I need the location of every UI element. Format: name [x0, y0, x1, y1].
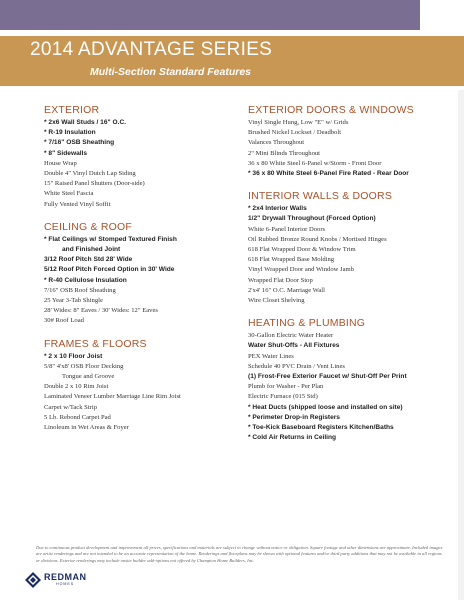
feature-item: 36 x 80 White Steel 6-Panel w/Storm - Front Door: [248, 159, 382, 167]
feature-item: Plumb for Washer - Per Plan: [248, 383, 324, 391]
section-heading: INTERIOR WALLS & DOORS: [248, 190, 393, 203]
feature-item: 5 Lb. Rebond Carpet Pad: [44, 413, 111, 421]
feature-item: 5/12 Roof Pitch Forced Option in 30' Wide: [44, 266, 175, 274]
feature-item: * Flat Ceilings w/ Stomped Textured Finish: [44, 235, 177, 243]
feature-item: House Wrap: [44, 159, 77, 167]
feature-item: Wrapped Flat Door Stop: [248, 276, 313, 284]
disclaimer-text: Due to continuous product development and improvement all prices, specifications and materials are subject to change without notice or obligation. Square footage and other dimensions are approximate. Included images are artist renderings and are not intended to be an accurate representation of the home. Renderings and floorplans may be shown with optional features and/or third party additions that may not be available in all regions or divisions. Exterior renderings may include onsite builder add-options not offered by Champion Home Builders, Inc.: [36, 545, 443, 563]
feature-item: * 7/16" OSB Sheathing: [44, 139, 115, 147]
feature-item: * 2x4 Interior Walls: [248, 205, 307, 213]
feature-item: * Cold Air Returns in Ceiling: [248, 434, 337, 442]
feature-item: Electric Furnace (015 Std): [248, 393, 318, 401]
redman-logo: [24, 570, 87, 590]
page-subtitle: Multi-Section Standard Features: [90, 66, 252, 78]
feature-item: 30# Roof Load: [44, 317, 84, 325]
feature-item: * Heat Ducts (shipped loose and installed on site): [248, 403, 403, 411]
page-title: 2014 ADVANTAGE SERIES: [30, 39, 273, 60]
feature-item: Schedule 40 PVC Drain / Vent Lines: [248, 362, 345, 370]
feature-item: Valances Throughout: [248, 139, 305, 147]
logo-brand: REDMAN: [44, 572, 87, 582]
feature-item: Double 2 x 10 Rim Joist: [44, 383, 109, 391]
feature-item: 7/16" OSB Roof Sheathing: [44, 286, 116, 294]
feature-item: Wire Closet Shelving: [248, 297, 305, 305]
feature-item: * 8" Sidewalls: [44, 149, 88, 157]
feature-item: * Toe-Kick Baseboard Registers Kitchen/Baths: [248, 424, 394, 432]
feature-item: * Perimeter Drop-in Registers: [248, 413, 340, 421]
feature-item: * 2 x 10 Floor Joist: [44, 352, 103, 360]
feature-item: Double 4" Vinyl Dutch Lap Siding: [44, 170, 136, 178]
section-heading: CEILING & ROOF: [44, 220, 132, 233]
logo-sub: HOMES: [56, 582, 75, 586]
feature-item: 15" Raised Panel Shutters (Door-side): [44, 180, 145, 188]
section-heading: EXTERIOR DOORS & WINDOWS: [248, 104, 414, 116]
feature-item: 618 Flat Wrapped Door & Window Trim: [248, 246, 356, 254]
feature-item: Laminated Veneer Lumber Marriage Line Rim Joist: [44, 393, 181, 401]
feature-item: 1/2" Drywall Throughout (Forced Option): [248, 215, 376, 223]
section-heading: HEATING & PLUMBING: [248, 317, 366, 330]
feature-item: (1) Frost-Free Exterior Faucet w/ Shut-Off Per Print: [248, 373, 407, 381]
feature-item: 5/8" 4'x8' OSB Floor Decking: [44, 362, 124, 370]
feature-item: Carpet w/Tack Strip: [44, 403, 98, 411]
feature-item: * 2x6 Wall Studs / 16" O.C.: [44, 119, 127, 126]
left-column: [44, 104, 244, 444]
logo-emblem-icon: [24, 571, 42, 589]
feature-item: 618 Flat Wrapped Base Molding: [248, 256, 335, 264]
feature-item: Tongue and Groove: [62, 373, 115, 381]
feature-item: Oil Rubbed Bronze Round Knobs / Mortised Hinges: [248, 235, 387, 243]
feature-item: * R-19 Insulation: [44, 129, 96, 137]
feature-item: 25 Year 3-Tab Shingle: [44, 297, 103, 305]
top-strip: [0, 0, 464, 34]
feature-item: Water Shut-Offs - All Fixtures: [248, 342, 340, 350]
feature-item: Brushed Nickel Lockset / Deadbolt: [248, 129, 342, 137]
feature-item: and Finished Joint: [62, 246, 121, 254]
title-banner: [0, 36, 464, 86]
section-frames-floors: [44, 338, 244, 434]
scan-edge: [458, 90, 464, 600]
feature-item: 28' Wides: 8" Eaves / 30' Wides: 12" Eaves: [44, 307, 158, 315]
feature-item: White Steel Fascia: [44, 190, 94, 198]
section-interior-walls-doors: [248, 190, 453, 306]
feature-item: 2" Mini Blinds Throughout: [248, 149, 320, 157]
right-column: [248, 104, 453, 454]
feature-item: * 36 x 80 White Steel 6-Panel Fire Rated - Rear Door: [248, 170, 409, 178]
section-ceiling-roof: [44, 221, 244, 327]
section-exterior: [44, 104, 244, 210]
feature-item: Fully Vented Vinyl Soffit: [44, 200, 111, 208]
feature-item: Vinyl Single Hung, Low "E" w/ Grids: [248, 119, 349, 126]
section-heading: FRAMES & FLOORS: [44, 337, 147, 350]
feature-item: PEX Water Lines: [248, 352, 294, 360]
section-heading: EXTERIOR: [44, 104, 100, 116]
feature-item: Linoleum in Wet Areas & Foyer: [44, 424, 129, 432]
feature-item: * R-40 Cellulose Insulation: [44, 276, 127, 284]
feature-item: Vinyl Wrapped Door and Window Jamb: [248, 266, 354, 274]
section-heating-plumbing: [248, 317, 453, 443]
feature-item: White 6-Panel Interior Doors: [248, 225, 326, 233]
section-exterior-doors-windows: [248, 104, 453, 179]
feature-item: 3/12 Roof Pitch Std 28' Wide: [44, 256, 133, 264]
top-color-bar: [0, 0, 420, 30]
feature-item: 30-Gallon Electric Water Heater: [248, 332, 334, 340]
feature-item: 2'x4' 16" O.C. Marriage Wall: [248, 286, 325, 294]
